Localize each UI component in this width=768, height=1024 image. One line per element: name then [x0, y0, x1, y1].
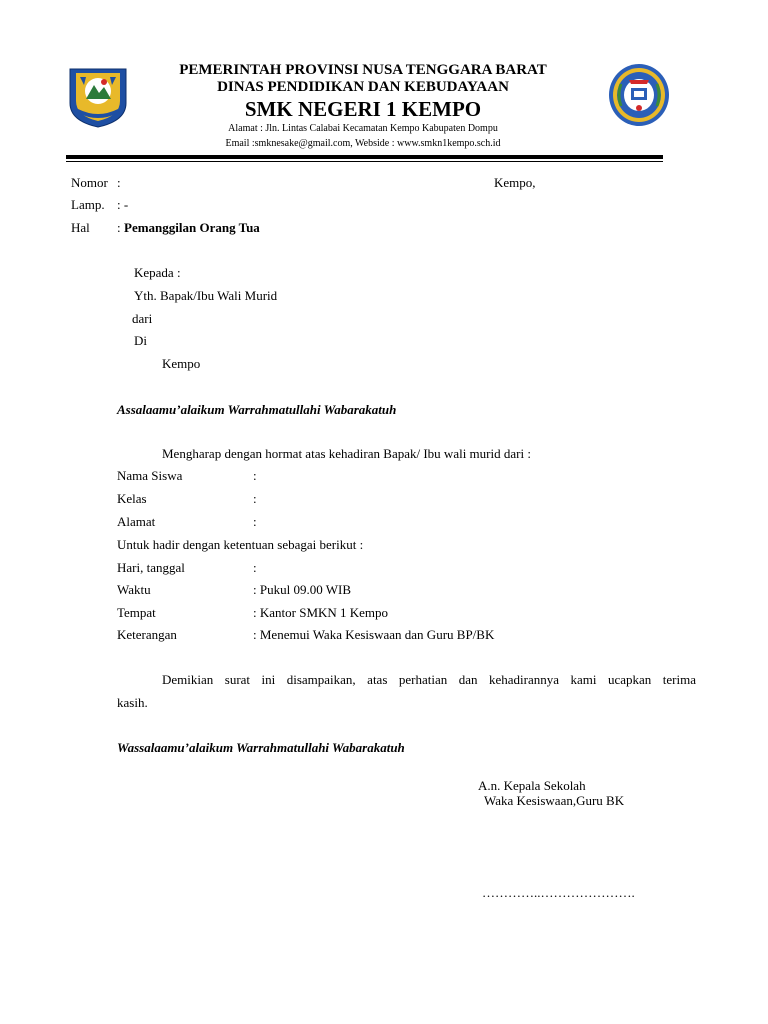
recipient-yth: Yth. Bapak/Ibu Wali Murid	[134, 288, 278, 303]
school-emblem-logo	[607, 62, 671, 128]
recipient-kepada: Kepada :	[134, 265, 181, 280]
field-label: Nama Siswa	[117, 468, 183, 483]
nomor-separator: :	[117, 175, 121, 190]
hal-value: Pemanggilan Orang Tua	[124, 220, 260, 235]
letterhead-thick-rule	[66, 155, 663, 159]
lamp-value: : -	[117, 197, 129, 212]
attendance-intro: Untuk hadir dengan ketentuan sebagai berikut :	[117, 537, 364, 552]
recipient-dari: dari	[132, 311, 153, 326]
field-label: Keterangan	[117, 627, 177, 642]
field-value: : Kantor SMKN 1 Kempo	[253, 605, 389, 620]
field-label: Kelas	[117, 491, 147, 506]
hal-separator: :	[117, 220, 121, 235]
field-value: :	[253, 560, 257, 575]
signature-position: Waka Kesiswaan,Guru BK	[484, 793, 625, 808]
letterhead-thin-rule	[66, 161, 663, 162]
provincial-emblem-logo	[66, 63, 130, 129]
letterhead-contact: Email :smknesake@gmail.com, Webside : www.smkn1kempo.sch.id	[225, 138, 501, 149]
closing-paragraph-line1: Demikian surat ini disampaikan, atas perhatian dan kehadirannya kami ucapkan terima	[162, 672, 696, 687]
letterhead-government: PEMERINTAH PROVINSI NUSA TENGGARA BARAT	[179, 62, 547, 78]
field-label: Alamat	[117, 514, 156, 529]
field-value: :	[253, 468, 257, 483]
field-label: Tempat	[117, 605, 156, 620]
letterhead-department: DINAS PENDIDIKAN DAN KEBUDAYAAN	[217, 79, 509, 95]
field-label: Waktu	[117, 582, 151, 597]
greeting: Assalaamu’alaikum Warrahmatullahi Wabarakatuh	[117, 402, 397, 417]
field-value: :	[253, 491, 257, 506]
intro-paragraph: Mengharap dengan hormat atas kehadiran Bapak/ Ibu wali murid dari :	[162, 446, 531, 461]
letterhead-address: Alamat : Jln. Lintas Calabai Kecamatan Kempo Kabupaten Dompu	[228, 123, 498, 134]
place-date: Kempo,	[494, 175, 536, 190]
field-value: :	[253, 514, 257, 529]
farewell: Wassalaamu’alaikum Warrahmatullahi Wabarakatuh	[117, 740, 405, 755]
field-value: : Pukul 09.00 WIB	[253, 582, 351, 597]
letterhead-school-name: SMK NEGERI 1 KEMPO	[244, 97, 482, 121]
recipient-place: Kempo	[162, 356, 201, 371]
field-label: Hari, tanggal	[117, 560, 185, 575]
lamp-label: Lamp.	[71, 197, 105, 212]
signature-name-placeholder: …………..………………….	[482, 885, 635, 900]
field-value: : Menemui Waka Kesiswaan dan Guru BP/BK	[253, 627, 495, 642]
closing-paragraph-line2: kasih.	[117, 695, 148, 710]
recipient-di: Di	[134, 333, 147, 348]
hal-label: Hal	[71, 220, 90, 235]
signature-title: A.n. Kepala Sekolah	[478, 778, 586, 793]
nomor-label: Nomor	[71, 175, 108, 190]
